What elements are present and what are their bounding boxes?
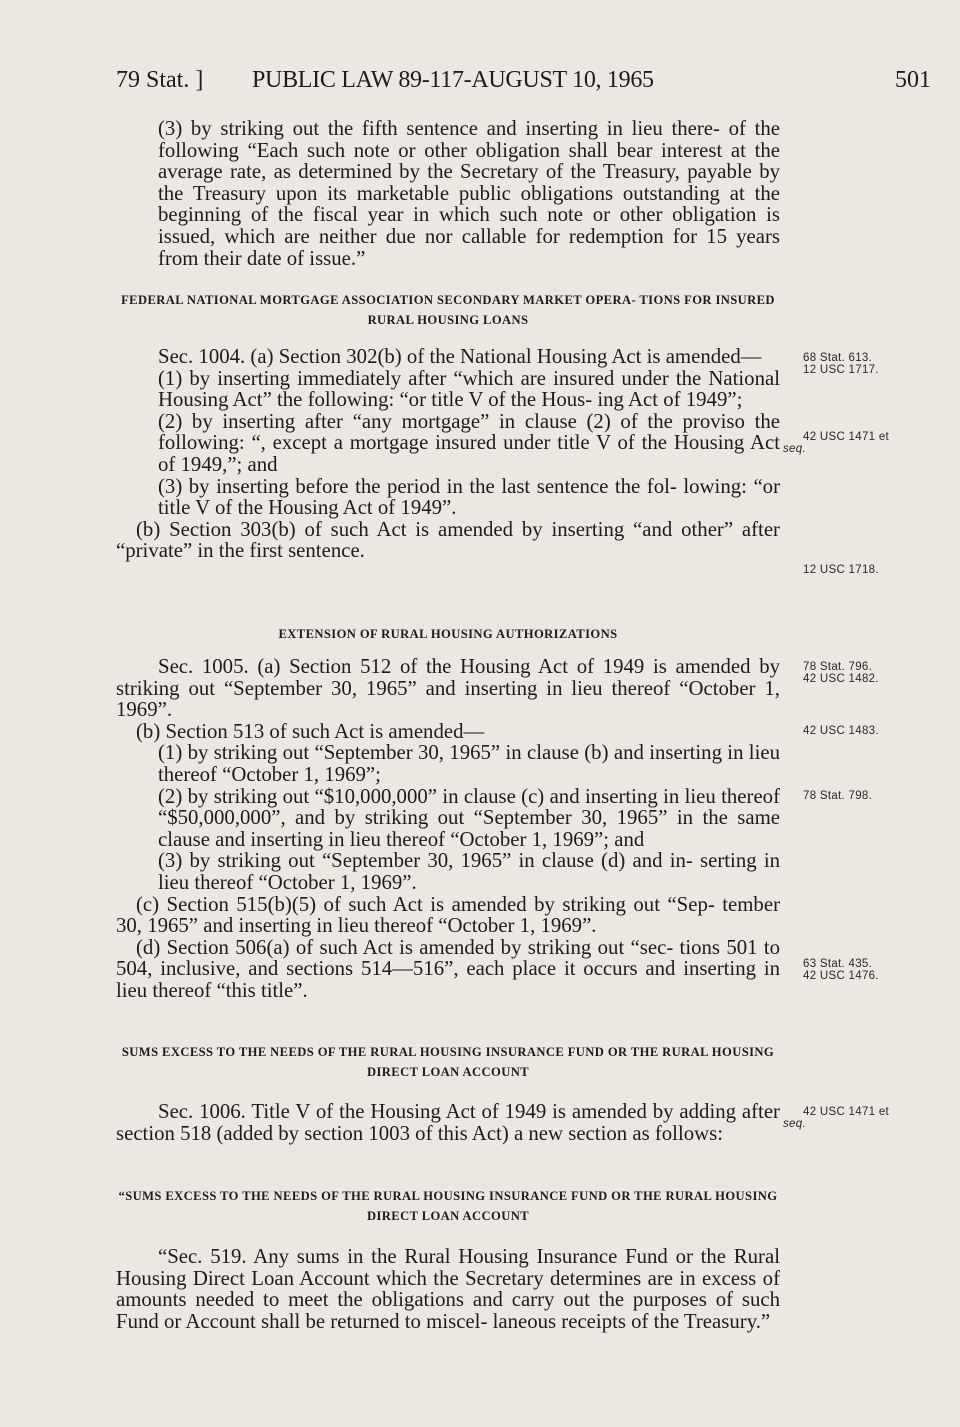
sec-519-text: “Sec. 519. Any sums in the Rural Housing Insurance Fund or the Rural Housing Direct Loan Account which the Secretary determines are in excess of amounts needed to meet the obligations and carry out the purposes of such Fund or Account shall be returned to miscel- laneous receipts of the Treasury.” [116,1245,780,1333]
section-1005-heading: EXTENSION OF RURAL HOUSING AUTHORIZATIONS [278,627,618,641]
sec-1004-b: (b) Section 303(b) of such Act is amended by inserting “and other” after “private” in the first sentence. [116,517,780,563]
section-1005 [116,656,780,1002]
section-1006 [116,1101,780,1144]
margin-note-4: 78 Stat. 796. 42 USC 1482. [803,661,879,685]
intro-paragraph: (3) by striking out the fifth sentence and inserting in lieu there- of the following “Each such note or other obligation shall bear interest at the average rate, as determined by the Secretary of the Treasury, payable by the Treasury upon its marketable public obligations outstanding at the beginning of the fiscal year in which such note or other obligation is issued, which are neither due nor callable for redemption for 15 years from their date of issue.” [158,117,780,270]
sec-1004-item-2: (2) by inserting after “any mortgage” in clause (2) of the proviso the following: “, except a mortgage insured under title V of the Housing Act of 1949,”; and [158,409,780,476]
sec-1005-b: (b) Section 513 of such Act is amended— [136,719,485,743]
margin-note-3: 12 USC 1718. [803,564,879,576]
margin-note-7: 63 Stat. 435. 42 USC 1476. [803,958,879,982]
sec-1005-d: (d) Section 506(a) of such Act is amended by striking out “sec- tions 501 to 504, inclusive, and sections 514—516”, each place it occurs and inserting in lieu thereof “this title”. [116,935,780,1002]
header-title: PUBLIC LAW 89-117-AUGUST 10, 1965 [252,67,654,93]
sec-1005-item-1: (1) by striking out “September 30, 1965” in clause (b) and inserting in lieu thereof “October 1, 1969”; [158,741,780,786]
sec-1005-item-2: (2) by striking out “$10,000,000” in clause (c) and inserting in lieu thereof “$50,000,000”, and by striking out “September 30, 1965” in the same clause and inserting in lieu thereof “October 1, 1969”; and [158,784,780,851]
sec-1005-item-3: (3) by striking out “September 30, 1965” in clause (d) and in- serting in lieu thereof “October 1, 1969”. [158,849,780,894]
page-number: 501 [895,67,931,93]
margin-note-2: 42 USC 1471 et seq. [783,431,890,455]
header-stat-reference: 79 Stat. ] [116,67,204,93]
section-519 [116,1246,780,1332]
section-1006-heading: SUMS EXCESS TO THE NEEDS OF THE RURAL HOUSING INSURANCE FUND OR THE RURAL HOUSING DIRECT LOAN ACCOUNT [121,1045,775,1079]
margin-note-8: 42 USC 1471 et seq. [783,1106,890,1130]
margin-note-6: 78 Stat. 798. [803,790,873,802]
sec-1004-item-3: (3) by inserting before the period in the last sentence the fol- lowing: “or title V of the Housing Act of 1949”. [158,474,780,520]
section-519-heading: “SUMS EXCESS TO THE NEEDS OF THE RURAL HOUSING INSURANCE FUND OR THE RURAL HOUSING DIRECT LOAN ACCOUNT [118,1189,778,1223]
margin-note-5: 42 USC 1483. [803,725,879,737]
intro-paragraph-block [116,118,780,269]
sec-1005-c: (c) Section 515(b)(5) of such Act is amended by striking out “Sep- tember 30, 1965” and inserting in lieu thereof “October 1, 1969”. [116,892,780,938]
section-1004-heading: FEDERAL NATIONAL MORTGAGE ASSOCIATION SECONDARY MARKET OPERA- TIONS FOR INSURED RURAL HOUSING LOANS [121,293,775,327]
sec-1006-text: Sec. 1006. Title V of the Housing Act of 1949 is amended by adding after section 518 (added by section 1003 of this Act) a new section as follows: [116,1100,780,1145]
section-1004 [116,346,780,562]
sec-1004-item-1: (1) by inserting immediately after “which are insured under the National Housing Act” the following: “or title V of the Hous- ing Act of 1949”; [158,366,780,412]
margin-note-1: 68 Stat. 613. 12 USC 1717. [803,352,879,376]
sec-1004-a: Sec. 1004. (a) Section 302(b) of the National Housing Act is amended— [158,345,762,368]
sec-1005-a: Sec. 1005. (a) Section 512 of the Housing Act of 1949 is amended by striking out “September 30, 1965” and inserting in lieu thereof “October 1, 1969”. [116,655,780,722]
